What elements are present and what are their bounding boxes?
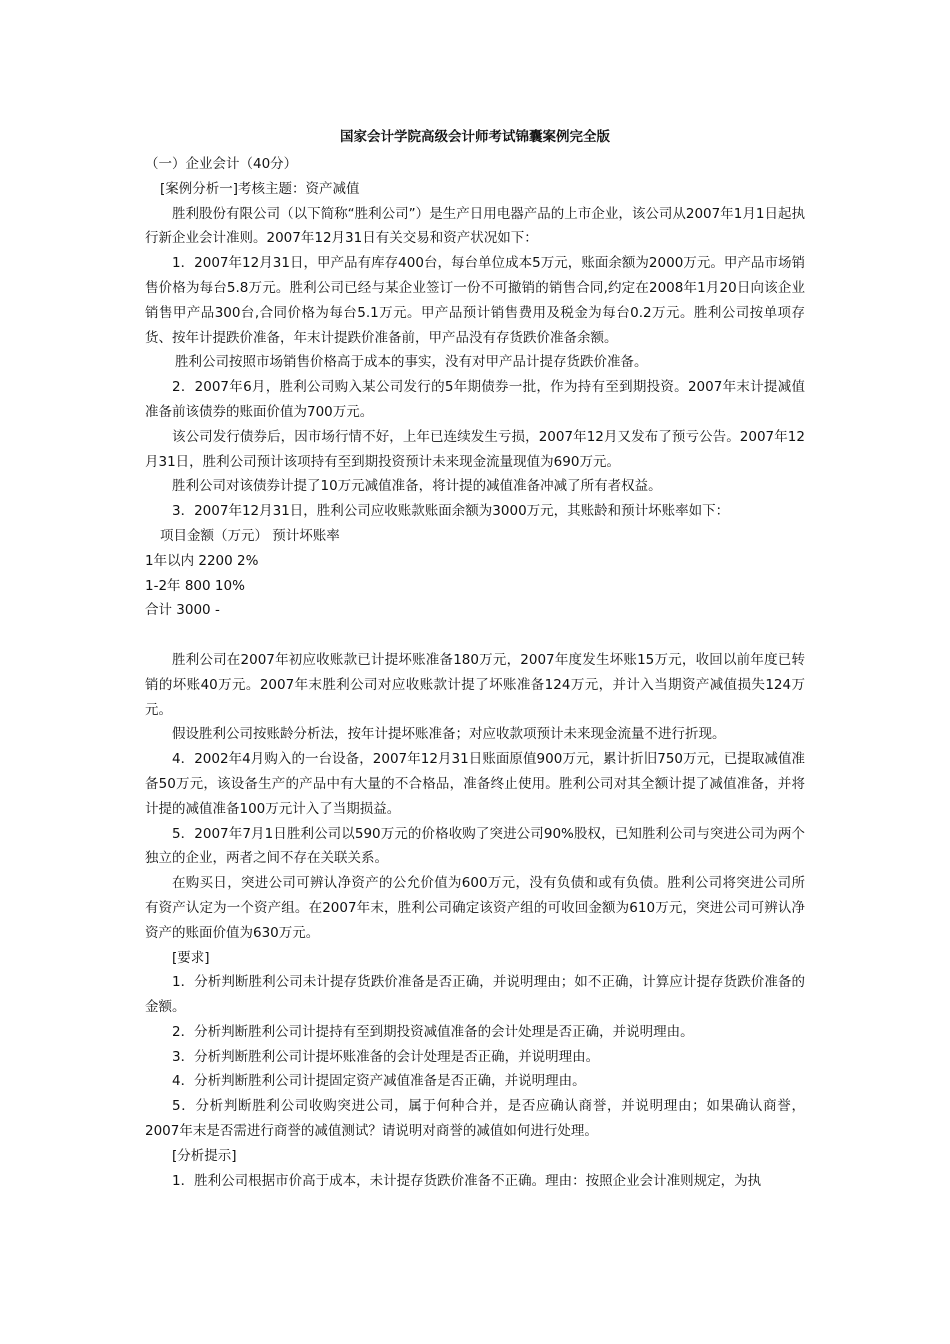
table-row: 1-2年 800 10% [145, 577, 245, 594]
requirement-3: 3．分析判断胜利公司计提坏账准备的会计处理是否正确，并说明理由。 [172, 1048, 600, 1065]
aging-table-header: 项目金额（万元） 预计坏账率 [160, 527, 340, 544]
table-row: 1年以内 2200 2% [145, 552, 259, 569]
table-row: 合计 3000 - [145, 602, 220, 619]
item-2-paragraph-3: 胜利公司对该债券计提了10万元减值准备，将计提的减值准备冲减了所有者权益。 [172, 478, 662, 495]
requirement-5: 5．分析判断胜利公司收购突进公司，属于何种合并，是否应确认商誉，并说明理由；如果确认商誉，2007年末是否需进行商誉的减值测试？请说明对商誉的减值如何进行处理。 [145, 1098, 805, 1140]
hints-heading: [分析提示] [172, 1147, 237, 1164]
requirements-heading: [要求] [172, 949, 210, 966]
item-5-paragraph: 5．2007年7月1日胜利公司以590万元的价格收购了突进公司90%股权，已知胜利公司与突进公司为两个独立的企业，两者之间不存在关联关系。 [145, 825, 805, 867]
item-3-paragraph-2: 胜利公司在2007年初应收账款已计提坏账准备180万元，2007年度发生坏账15万元，收回以前年度已转销的坏账40万元。2007年末胜利公司对应收账款计提了坏账准备124万元，并计入当期资产减值损失124万元。 [145, 651, 805, 718]
item-1-paragraph: 1．2007年12月31日，甲产品有库存400台，每台单位成本5万元，账面余额为2000万元。甲产品市场销售价格为每台5.8万元。胜利公司已经与某企业签订一份不可撤销的销售合同,约定在2008年1月20日向该企业销售甲产品300台,合同价格为每台5.1万元。甲产品预计销售费用及税金为每台0.2万元。胜利公司按单项存货、按年计提跌价准备，年末计提跌价准备前，甲产品没有存货跌价准备余额。 [145, 255, 805, 346]
intro-paragraph: 胜利股份有限公司（以下简称“胜利公司”）是生产日用电器产品的上市企业，该公司从2007年1月1日起执行新企业会计准则。2007年12月31日有关交易和资产状况如下： [145, 205, 805, 247]
document-title: 国家会计学院高级会计师考试锦囊案例完全版 [340, 129, 610, 145]
requirement-2: 2．分析判断胜利公司计提持有至到期投资减值准备的会计处理是否正确，并说明理由。 [172, 1023, 694, 1040]
item-3-paragraph-3: 假设胜利公司按账龄分析法，按年计提坏账准备；对应收款项预计未来现金流量不进行折现。 [172, 726, 726, 743]
item-2-paragraph-2: 该公司发行债券后，因市场行情不好，上年已连续发生亏损，2007年12月又发布了预亏公告。2007年12月31日，胜利公司预计该项持有至到期投资预计未来现金流量现值为690万元。 [145, 428, 805, 470]
blank-line [145, 623, 805, 648]
item-3-paragraph: 3．2007年12月31日，胜利公司应收账款账面余额为3000万元，其账龄和预计坏账率如下： [172, 503, 730, 520]
item-4-paragraph: 4．2002年4月购入的一台设备，2007年12月31日账面原值900万元，累计折旧750万元，已提取减值准备50万元，该设备生产的产品中有大量的不合格品，准备终止使用。胜利公司对其全额计提了减值准备，并将计提的减值准备100万元计入了当期损益。 [145, 751, 805, 817]
case-heading: [案例分析一]考核主题：资产减值 [160, 180, 360, 197]
document-body [145, 122, 805, 1193]
item-1-note: 胜利公司按照市场销售价格高于成本的事实，没有对甲产品计提存货跌价准备。 [175, 354, 648, 371]
item-2-paragraph: 2．2007年6月，胜利公司购入某公司发行的5年期债券一批，作为持有至到期投资。2007年末计提减值准备前该债券的账面价值为700万元。 [145, 379, 805, 420]
requirement-4: 4．分析判断胜利公司计提固定资产减值准备是否正确，并说明理由。 [172, 1073, 586, 1090]
item-5-paragraph-2: 在购买日，突进公司可辨认净资产的公允价值为600万元，没有负债和或有负债。胜利公司将突进公司所有资产认定为一个资产组。在2007年末，胜利公司确定该资产组的可收回金额为610万元，突进公司可辨认净资产的账面价值为630万元。 [145, 875, 805, 941]
aging-table [145, 524, 805, 623]
requirement-1: 1．分析判断胜利公司未计提存货跌价准备是否正确，并说明理由；如不正确，计算应计提存货跌价准备的金额。 [145, 974, 805, 1016]
section-heading: （一）企业会计（40分） [145, 156, 298, 172]
hint-1: 1．胜利公司根据市价高于成本，未计提存货跌价准备不正确。理由：按照企业会计准则规定，为执 [172, 1172, 762, 1189]
